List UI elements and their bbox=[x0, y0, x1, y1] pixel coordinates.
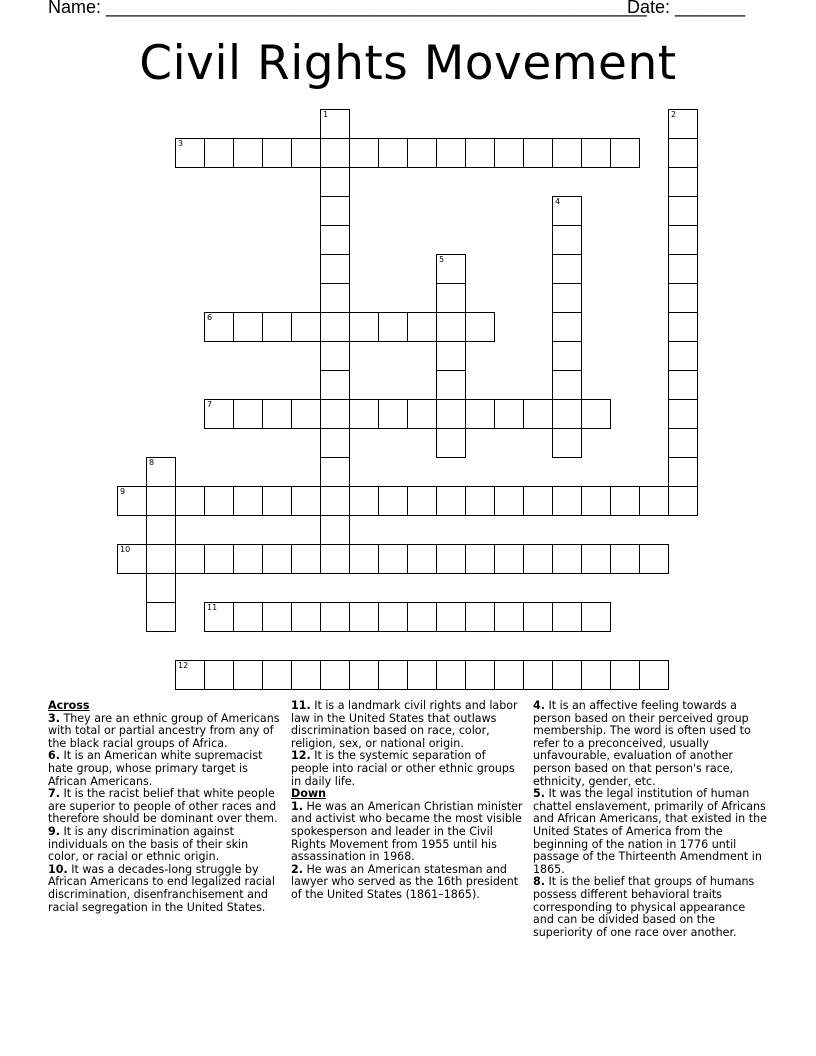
grid-cell[interactable] bbox=[494, 138, 524, 168]
grid-cell[interactable] bbox=[552, 341, 582, 371]
grid-cell[interactable] bbox=[610, 486, 640, 516]
grid-cell[interactable] bbox=[639, 486, 669, 516]
grid-cell[interactable] bbox=[233, 399, 263, 429]
grid-cell[interactable] bbox=[436, 312, 466, 342]
across-heading: Across bbox=[48, 699, 90, 712]
grid-cell[interactable] bbox=[581, 602, 611, 632]
grid-cell[interactable] bbox=[668, 196, 698, 226]
grid-cell[interactable] bbox=[349, 602, 379, 632]
grid-cell[interactable] bbox=[668, 254, 698, 284]
clue-across-7: 7. It is the racist belief that white people are superior to people of other races and therefore should be dominant over them. bbox=[48, 787, 278, 826]
clue-number: 6 bbox=[207, 313, 213, 322]
grid-cell[interactable] bbox=[610, 138, 640, 168]
grid-cell[interactable] bbox=[204, 399, 234, 429]
grid-cell[interactable] bbox=[291, 602, 321, 632]
grid-cell[interactable] bbox=[494, 544, 524, 574]
grid-cell[interactable] bbox=[552, 399, 582, 429]
grid-cell[interactable] bbox=[349, 660, 379, 690]
grid-cell[interactable] bbox=[349, 544, 379, 574]
grid-cell[interactable] bbox=[349, 138, 379, 168]
grid-cell[interactable] bbox=[291, 312, 321, 342]
grid-cell[interactable] bbox=[262, 602, 292, 632]
clue-number: 12 bbox=[178, 661, 189, 670]
clues-column-2 bbox=[291, 700, 523, 902]
grid-cell[interactable] bbox=[668, 225, 698, 255]
grid-cell[interactable] bbox=[320, 660, 350, 690]
grid-cell[interactable] bbox=[668, 109, 698, 139]
grid-cell[interactable] bbox=[552, 225, 582, 255]
grid-cell[interactable] bbox=[581, 138, 611, 168]
grid-cell[interactable] bbox=[204, 486, 234, 516]
grid-cell[interactable] bbox=[378, 312, 408, 342]
grid-cell[interactable] bbox=[552, 486, 582, 516]
down-heading: Down bbox=[291, 787, 326, 801]
grid-cell[interactable] bbox=[552, 428, 582, 458]
grid-cell[interactable] bbox=[523, 399, 553, 429]
grid-cell[interactable] bbox=[291, 486, 321, 516]
grid-cell[interactable] bbox=[523, 544, 553, 574]
grid-cell[interactable] bbox=[320, 602, 350, 632]
page-title: Civil Rights Movement bbox=[139, 36, 677, 91]
clue-number: 3 bbox=[178, 139, 184, 148]
grid-cell[interactable] bbox=[320, 138, 350, 168]
grid-cell[interactable] bbox=[523, 660, 553, 690]
grid-cell[interactable] bbox=[320, 254, 350, 284]
clue-number: 9 bbox=[120, 487, 126, 496]
grid-cell[interactable] bbox=[378, 138, 408, 168]
grid-cell[interactable] bbox=[407, 138, 437, 168]
grid-cell[interactable] bbox=[465, 486, 495, 516]
clue-number: 8 bbox=[149, 458, 155, 467]
clue-across-10: 10. It was a decades-long struggle by African Americans to end legalized racial discrimination, disenfranchisement and racial segregation in the United States. bbox=[48, 862, 275, 914]
grid-cell[interactable] bbox=[668, 486, 698, 516]
grid-cell[interactable] bbox=[639, 660, 669, 690]
grid-cell[interactable] bbox=[581, 399, 611, 429]
clue-down-2: 2. He was an American statesman and lawyer who served as the 16th president of the United States (1861–1865). bbox=[291, 862, 519, 901]
grid-cell[interactable] bbox=[320, 109, 350, 139]
grid-cell[interactable] bbox=[204, 312, 234, 342]
grid-cell[interactable] bbox=[146, 486, 176, 516]
grid-cell[interactable] bbox=[233, 312, 263, 342]
grid-cell[interactable] bbox=[233, 544, 263, 574]
grid-cell[interactable] bbox=[610, 544, 640, 574]
clues-column-3 bbox=[533, 700, 769, 939]
clue-number: 7 bbox=[207, 400, 213, 409]
grid-cell[interactable] bbox=[581, 486, 611, 516]
grid-cell[interactable] bbox=[552, 283, 582, 313]
grid-cell[interactable] bbox=[610, 660, 640, 690]
grid-cell[interactable] bbox=[349, 486, 379, 516]
grid-cell[interactable] bbox=[668, 399, 698, 429]
grid-cell[interactable] bbox=[320, 283, 350, 313]
grid-cell[interactable] bbox=[320, 167, 350, 197]
grid-cell[interactable] bbox=[262, 660, 292, 690]
grid-cell[interactable] bbox=[204, 660, 234, 690]
grid-cell[interactable] bbox=[349, 312, 379, 342]
grid-cell[interactable] bbox=[436, 602, 466, 632]
grid-cell[interactable] bbox=[233, 486, 263, 516]
grid-cell[interactable] bbox=[320, 457, 350, 487]
grid-cell[interactable] bbox=[349, 399, 379, 429]
grid-cell[interactable] bbox=[320, 399, 350, 429]
grid-cell[interactable] bbox=[465, 312, 495, 342]
grid-cell[interactable] bbox=[494, 660, 524, 690]
grid-cell[interactable] bbox=[146, 515, 176, 545]
grid-cell[interactable] bbox=[639, 544, 669, 574]
clue-across-9: 9. It is any discrimination against individuals on the basis of their skin color, or racial or ethnic origin. bbox=[48, 824, 249, 864]
grid-cell[interactable] bbox=[668, 341, 698, 371]
clue-down-8: 8. It is the belief that groups of humans possess different behavioral traits corresponding to physical appearance and can be divided based on the superiority of one race over another. bbox=[533, 875, 755, 939]
grid-cell[interactable] bbox=[146, 573, 176, 603]
grid-cell[interactable] bbox=[465, 660, 495, 690]
grid-cell[interactable] bbox=[523, 602, 553, 632]
grid-cell[interactable] bbox=[494, 486, 524, 516]
grid-cell[interactable] bbox=[262, 544, 292, 574]
grid-cell[interactable] bbox=[436, 399, 466, 429]
name-field[interactable]: Name: ______________________________________________________ bbox=[48, 0, 647, 17]
clue-number: 5 bbox=[439, 255, 445, 264]
clue-down-4: 4. It is an affective feeling towards a person based on their perceived group membership. The word is often used to refer to a preconceived, usually unfavourable, evaluation of another person based on that person's race, ethnicity, gender, etc. bbox=[533, 699, 751, 788]
grid-cell[interactable] bbox=[436, 283, 466, 313]
grid-cell[interactable] bbox=[175, 544, 205, 574]
grid-cell[interactable] bbox=[465, 138, 495, 168]
clue-number: 11 bbox=[207, 603, 218, 612]
date-field[interactable]: Date: _______ bbox=[627, 0, 746, 17]
grid-cell[interactable] bbox=[262, 399, 292, 429]
grid-cell[interactable] bbox=[320, 225, 350, 255]
clue-across-12: 12. It is the systemic separation of people into racial or other ethnic groups in daily life. bbox=[291, 749, 515, 788]
grid-cell[interactable] bbox=[552, 370, 582, 400]
grid-cell[interactable] bbox=[407, 399, 437, 429]
grid-cell[interactable] bbox=[262, 312, 292, 342]
grid-cell[interactable] bbox=[436, 486, 466, 516]
grid-cell[interactable] bbox=[320, 312, 350, 342]
grid-cell[interactable] bbox=[465, 399, 495, 429]
grid-cell[interactable] bbox=[552, 138, 582, 168]
grid-cell[interactable] bbox=[233, 602, 263, 632]
grid-cell[interactable] bbox=[378, 660, 408, 690]
grid-cell[interactable] bbox=[378, 486, 408, 516]
grid-cell[interactable] bbox=[668, 370, 698, 400]
grid-cell[interactable] bbox=[204, 138, 234, 168]
grid-cell[interactable] bbox=[117, 544, 147, 574]
grid-cell[interactable] bbox=[436, 428, 466, 458]
grid-cell[interactable] bbox=[320, 515, 350, 545]
grid-cell[interactable] bbox=[436, 544, 466, 574]
grid-cell[interactable] bbox=[291, 544, 321, 574]
grid-cell[interactable] bbox=[146, 457, 176, 487]
grid-cell[interactable] bbox=[465, 544, 495, 574]
grid-cell[interactable] bbox=[320, 196, 350, 226]
grid-cell[interactable] bbox=[378, 544, 408, 574]
grid-cell[interactable] bbox=[552, 660, 582, 690]
grid-cell[interactable] bbox=[291, 660, 321, 690]
grid-cell[interactable] bbox=[465, 602, 495, 632]
grid-cell[interactable] bbox=[175, 486, 205, 516]
grid-cell[interactable] bbox=[407, 602, 437, 632]
grid-cell[interactable] bbox=[552, 196, 582, 226]
grid-cell[interactable] bbox=[552, 312, 582, 342]
grid-cell[interactable] bbox=[204, 602, 234, 632]
clue-number: 4 bbox=[555, 197, 561, 206]
grid-cell[interactable] bbox=[175, 660, 205, 690]
clue-down-1: 1. He was an American Christian minister and activist who became the most visible spokesperson and leader in the Civil Rights Movement from 1955 until his assassination in 1968. bbox=[291, 799, 523, 864]
grid-cell[interactable] bbox=[117, 486, 147, 516]
grid-cell[interactable] bbox=[233, 660, 263, 690]
clue-across-6: 6. It is an American white supremacist hate group, whose primary target is African Americans. bbox=[48, 749, 263, 788]
grid-cell[interactable] bbox=[668, 283, 698, 313]
clues-column-1 bbox=[48, 700, 280, 914]
grid-cell[interactable] bbox=[320, 370, 350, 400]
grid-cell[interactable] bbox=[320, 341, 350, 371]
grid-cell[interactable] bbox=[407, 544, 437, 574]
grid-cell[interactable] bbox=[146, 544, 176, 574]
grid-cell[interactable] bbox=[436, 254, 466, 284]
grid-cell[interactable] bbox=[204, 544, 234, 574]
grid-cell[interactable] bbox=[407, 660, 437, 690]
grid-cell[interactable] bbox=[668, 428, 698, 458]
grid-cell[interactable] bbox=[552, 254, 582, 284]
grid-cell[interactable] bbox=[436, 370, 466, 400]
grid-cell[interactable] bbox=[436, 138, 466, 168]
grid-cell[interactable] bbox=[407, 312, 437, 342]
grid-cell[interactable] bbox=[552, 602, 582, 632]
grid-cell[interactable] bbox=[581, 544, 611, 574]
grid-cell[interactable] bbox=[523, 486, 553, 516]
grid-cell[interactable] bbox=[494, 399, 524, 429]
grid-cell[interactable] bbox=[407, 486, 437, 516]
grid-cell[interactable] bbox=[523, 138, 553, 168]
clue-number: 10 bbox=[120, 545, 131, 554]
grid-cell[interactable] bbox=[436, 660, 466, 690]
clue-number: 1 bbox=[323, 110, 329, 119]
grid-cell[interactable] bbox=[320, 428, 350, 458]
grid-cell[interactable] bbox=[320, 544, 350, 574]
clue-across-11: 11. It is a landmark civil rights and labor law in the United States that outlaws discrimination based on race, color, religion, sex, or national origin. bbox=[291, 699, 518, 750]
clue-down-5: 5. It was the legal institution of human chattel enslavement, primarily of Africans and African Americans, that existed in the United States of America from the beginning of the nation in 1776 until passage of the Thirteenth Amendment in 1865. bbox=[533, 787, 767, 876]
grid-cell[interactable] bbox=[668, 312, 698, 342]
grid-cell[interactable] bbox=[378, 602, 408, 632]
grid-cell[interactable] bbox=[233, 138, 263, 168]
grid-cell[interactable] bbox=[320, 486, 350, 516]
grid-cell[interactable] bbox=[552, 544, 582, 574]
grid-cell[interactable] bbox=[291, 399, 321, 429]
grid-cell[interactable] bbox=[668, 457, 698, 487]
grid-cell[interactable] bbox=[175, 138, 205, 168]
grid-cell[interactable] bbox=[494, 602, 524, 632]
grid-cell[interactable] bbox=[436, 341, 466, 371]
clue-across-3: 3. They are an ethnic group of Americans with total or partial ancestry from any of the black racial groups of Africa. bbox=[48, 711, 280, 750]
grid-cell[interactable] bbox=[291, 138, 321, 168]
clue-number: 2 bbox=[671, 110, 677, 119]
grid-cell[interactable] bbox=[262, 486, 292, 516]
grid-cell[interactable] bbox=[581, 660, 611, 690]
grid-cell[interactable] bbox=[262, 138, 292, 168]
grid-cell[interactable] bbox=[146, 602, 176, 632]
grid-cell[interactable] bbox=[378, 399, 408, 429]
grid-cell[interactable] bbox=[668, 138, 698, 168]
grid-cell[interactable] bbox=[668, 167, 698, 197]
